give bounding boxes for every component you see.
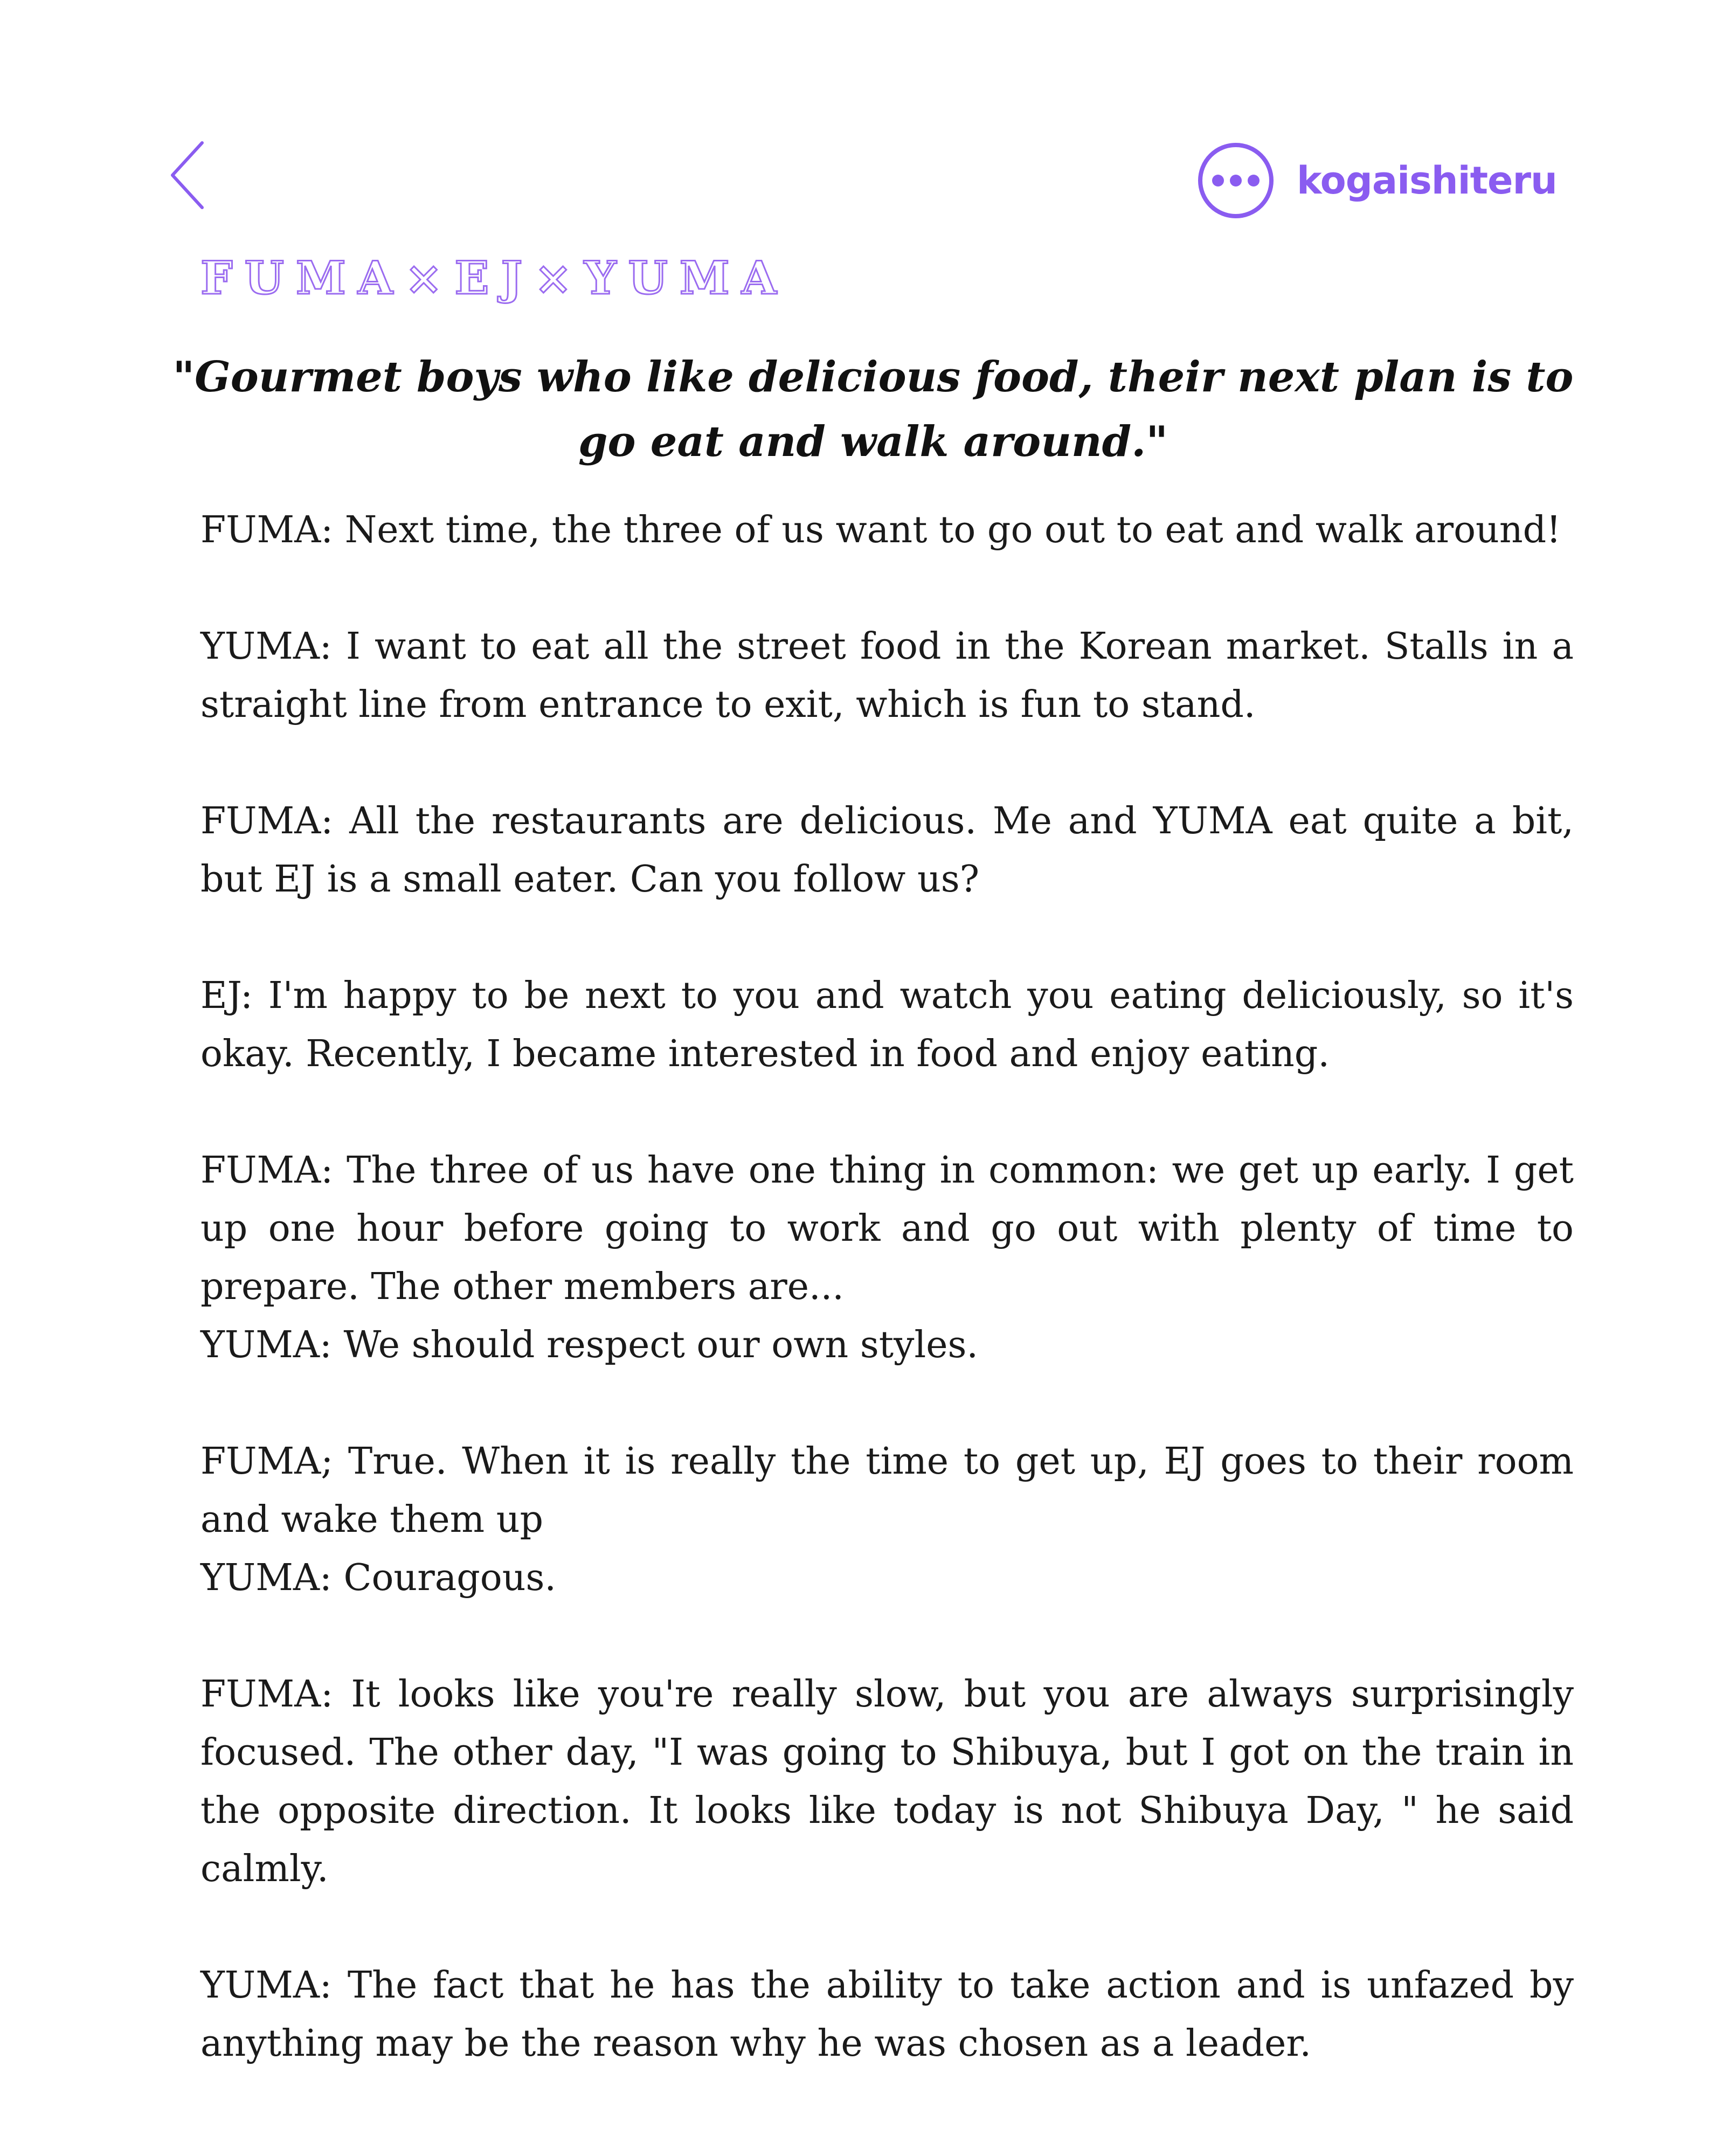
section-title: FUMA×EJ×YUMA: [200, 251, 788, 305]
dialogue-paragraph: FUMA; True. When it is really the time to get up, EJ goes to their room and wake them up: [200, 1440, 1574, 1541]
back-button[interactable]: [162, 137, 226, 213]
dialogue-paragraph: EJ: I'm happy to be next to you and watch you eating deliciously, so it's okay. Recently, I became interested in food and enjoy eating.: [200, 975, 1574, 1075]
more-dots-circle-icon: [1196, 141, 1275, 220]
dialogue-paragraph: FUMA: All the restaurants are delicious. Me and YUMA eat quite a bit, but EJ is a small eater. Can you follow us?: [200, 800, 1574, 901]
dialogue-body: [200, 501, 1574, 2131]
dialogue-line: YUMA: Couragous.: [200, 1557, 557, 1599]
account-brand[interactable]: [1196, 140, 1557, 221]
brand-name: kogaishiteru: [1297, 158, 1557, 203]
dialogue-paragraph: FUMA: Next time, the three of us want to go out to eat and walk around!: [200, 509, 1561, 551]
dialogue-paragraph: FUMA: It looks like you're really slow, but you are always surprisingly focused. The other day, "I was going to Shibuya, but I got on the train in the opposite direction. It looks like today is not Shibuya Day, " he said calmly.: [200, 1673, 1574, 1890]
dialogue-paragraph: YUMA: The fact that he has the ability to take action and is unfazed by anything may be the reason why he was chosen as a leader.: [200, 1964, 1574, 2065]
chevron-left-icon: [162, 137, 226, 213]
dialogue-line: YUMA: We should respect our own styles.: [200, 1324, 978, 1366]
dialogue-paragraph: YUMA: I want to eat all the street food in the Korean market. Stalls in a straight line from entrance to exit, which is fun to stand.: [200, 625, 1574, 726]
top-bar: [0, 0, 1716, 226]
headline-quote: "Gourmet boys who like delicious food, their next plan is to go eat and walk around.": [172, 353, 1574, 466]
dialogue-paragraph: FUMA: The three of us have one thing in common: we get up early. I get up one hour before going to work and go out with plenty of time to prepare. The other members are...: [200, 1149, 1574, 1308]
